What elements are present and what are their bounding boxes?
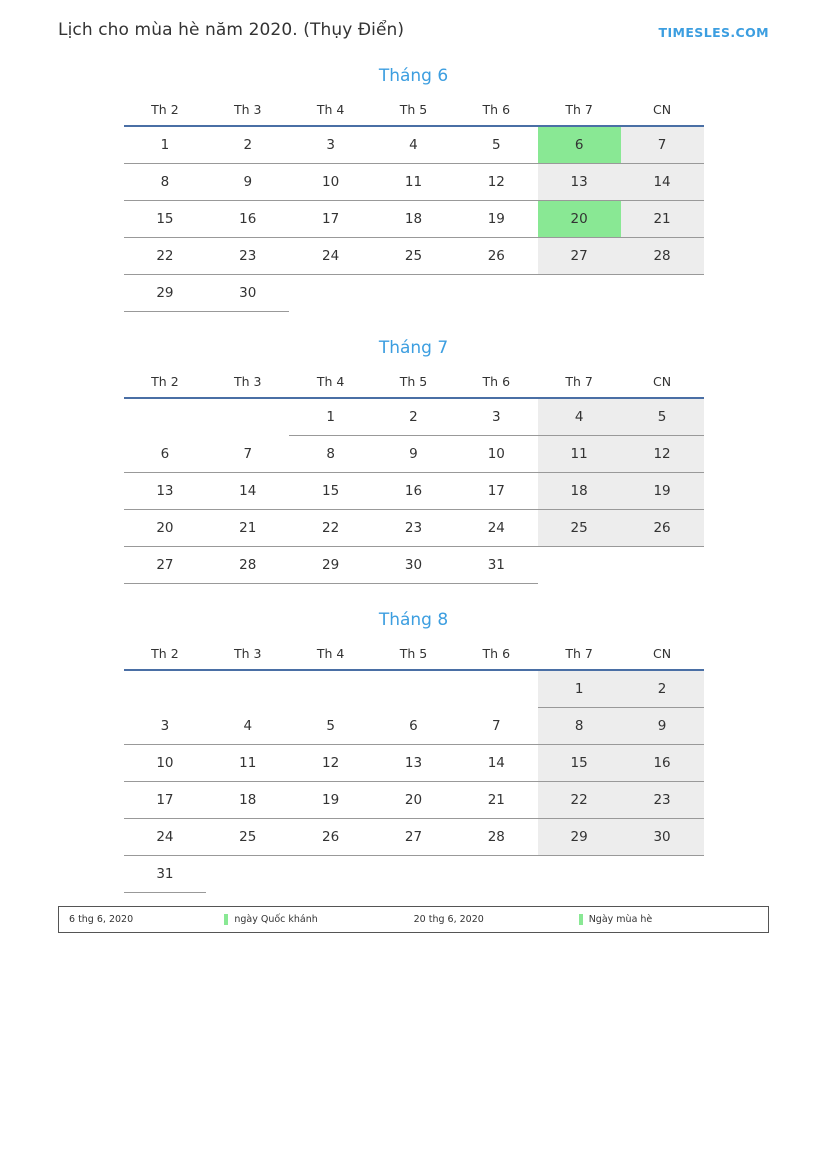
weekday-header: Th 2 — [124, 642, 207, 670]
day-cell: 21 — [455, 782, 538, 819]
weekday-header: Th 5 — [372, 98, 455, 126]
weekday-header: Th 2 — [124, 98, 207, 126]
day-cell: 29 — [538, 819, 621, 856]
day-cell: 6 — [538, 126, 621, 164]
weekday-header: Th 6 — [455, 98, 538, 126]
week-row — [124, 510, 704, 547]
day-cell: 1 — [538, 670, 621, 708]
weekday-header-row — [124, 370, 704, 398]
day-cell-empty — [538, 547, 621, 584]
day-cell: 24 — [289, 238, 372, 275]
day-cell: 21 — [206, 510, 289, 547]
week-row — [124, 708, 704, 745]
weekday-header: Th 3 — [206, 98, 289, 126]
month-block — [124, 610, 704, 893]
day-cell: 19 — [621, 473, 704, 510]
day-cell: 19 — [455, 201, 538, 238]
weekday-header: Th 7 — [538, 642, 621, 670]
day-cell: 29 — [289, 547, 372, 584]
week-row — [124, 745, 704, 782]
day-cell-empty — [289, 670, 372, 708]
month-title: Tháng 8 — [378, 610, 449, 630]
weekday-header: Th 3 — [206, 642, 289, 670]
day-cell: 3 — [289, 126, 372, 164]
day-cell: 28 — [455, 819, 538, 856]
day-cell: 17 — [289, 201, 372, 238]
day-cell-empty — [206, 856, 289, 893]
day-cell: 30 — [206, 275, 289, 312]
day-cell: 7 — [621, 126, 704, 164]
day-cell: 25 — [206, 819, 289, 856]
legend-label-2: Ngày mùa hè — [588, 914, 653, 925]
day-cell: 5 — [455, 126, 538, 164]
week-row — [124, 856, 704, 893]
month-calendar-table — [124, 98, 704, 312]
day-cell: 11 — [538, 436, 621, 473]
day-cell: 3 — [455, 398, 538, 436]
weekday-header: Th 5 — [372, 370, 455, 398]
day-cell: 7 — [206, 436, 289, 473]
day-cell: 30 — [621, 819, 704, 856]
week-row — [124, 201, 704, 238]
day-cell: 5 — [621, 398, 704, 436]
brand-logo: TIMESLES.COM — [658, 25, 769, 40]
month-calendar-table — [124, 370, 704, 584]
month-title: Tháng 6 — [378, 66, 449, 86]
day-cell: 31 — [455, 547, 538, 584]
day-cell: 23 — [372, 510, 455, 547]
day-cell: 26 — [289, 819, 372, 856]
day-cell: 2 — [621, 670, 704, 708]
week-row — [124, 126, 704, 164]
day-cell: 8 — [538, 708, 621, 745]
day-cell-empty — [124, 670, 207, 708]
day-cell: 14 — [455, 745, 538, 782]
day-cell-empty — [124, 398, 207, 436]
day-cell: 25 — [538, 510, 621, 547]
day-cell: 29 — [124, 275, 207, 312]
legend-swatch-icon — [579, 914, 583, 925]
legend-date-1: 6 thg 6, 2020 — [69, 914, 134, 925]
day-cell: 8 — [289, 436, 372, 473]
day-cell-empty — [289, 275, 372, 312]
day-cell: 23 — [206, 238, 289, 275]
day-cell: 9 — [206, 164, 289, 201]
week-row — [124, 398, 704, 436]
legend-item-national-day — [224, 914, 413, 925]
weekday-header: Th 4 — [289, 642, 372, 670]
day-cell: 6 — [372, 708, 455, 745]
day-cell-empty — [455, 275, 538, 312]
week-row — [124, 782, 704, 819]
day-cell: 28 — [621, 238, 704, 275]
day-cell: 13 — [372, 745, 455, 782]
week-row — [124, 819, 704, 856]
day-cell-empty — [621, 856, 704, 893]
day-cell-empty — [372, 856, 455, 893]
day-cell: 22 — [538, 782, 621, 819]
month-calendar-table — [124, 642, 704, 893]
day-cell: 26 — [455, 238, 538, 275]
month-block — [124, 66, 704, 312]
day-cell: 11 — [372, 164, 455, 201]
weekday-header: Th 2 — [124, 370, 207, 398]
day-cell: 23 — [621, 782, 704, 819]
weekday-header-row — [124, 642, 704, 670]
day-cell-empty — [621, 547, 704, 584]
day-cell-empty — [372, 670, 455, 708]
day-cell: 28 — [206, 547, 289, 584]
legend-date-2: 20 thg 6, 2020 — [413, 914, 484, 925]
day-cell: 30 — [372, 547, 455, 584]
day-cell-empty — [621, 275, 704, 312]
day-cell: 7 — [455, 708, 538, 745]
day-cell: 17 — [455, 473, 538, 510]
month-title: Tháng 7 — [378, 338, 449, 358]
day-cell: 24 — [124, 819, 207, 856]
legend-label-1: ngày Quốc khánh — [234, 914, 318, 925]
day-cell: 18 — [372, 201, 455, 238]
day-cell: 1 — [289, 398, 372, 436]
weekday-header: Th 4 — [289, 98, 372, 126]
legend-item-summer-day — [579, 914, 768, 925]
weekday-header: Th 7 — [538, 370, 621, 398]
week-row — [124, 473, 704, 510]
weekday-header: Th 6 — [455, 642, 538, 670]
day-cell-empty — [538, 856, 621, 893]
day-cell: 18 — [538, 473, 621, 510]
day-cell: 5 — [289, 708, 372, 745]
legend — [58, 906, 769, 933]
day-cell: 20 — [538, 201, 621, 238]
day-cell: 15 — [124, 201, 207, 238]
day-cell: 16 — [372, 473, 455, 510]
day-cell: 10 — [455, 436, 538, 473]
day-cell: 10 — [289, 164, 372, 201]
day-cell: 4 — [206, 708, 289, 745]
day-cell: 16 — [621, 745, 704, 782]
day-cell: 27 — [124, 547, 207, 584]
day-cell-empty — [455, 856, 538, 893]
week-row — [124, 164, 704, 201]
week-row — [124, 670, 704, 708]
legend-swatch-icon — [224, 914, 228, 925]
day-cell: 22 — [124, 238, 207, 275]
day-cell: 12 — [455, 164, 538, 201]
day-cell: 2 — [372, 398, 455, 436]
weekday-header: CN — [621, 642, 704, 670]
day-cell: 1 — [124, 126, 207, 164]
day-cell: 31 — [124, 856, 207, 893]
month-block — [124, 338, 704, 584]
day-cell: 27 — [372, 819, 455, 856]
day-cell: 9 — [621, 708, 704, 745]
weekday-header: Th 6 — [455, 370, 538, 398]
weekday-header: Th 5 — [372, 642, 455, 670]
day-cell: 4 — [538, 398, 621, 436]
day-cell: 3 — [124, 708, 207, 745]
day-cell: 9 — [372, 436, 455, 473]
day-cell: 18 — [206, 782, 289, 819]
day-cell-empty — [289, 856, 372, 893]
day-cell-empty — [538, 275, 621, 312]
day-cell: 6 — [124, 436, 207, 473]
day-cell: 4 — [372, 126, 455, 164]
day-cell: 22 — [289, 510, 372, 547]
weekday-header: CN — [621, 370, 704, 398]
weekday-header: CN — [621, 98, 704, 126]
weekday-header: Th 7 — [538, 98, 621, 126]
week-row — [124, 436, 704, 473]
page-header — [0, 0, 827, 40]
weekday-header: Th 4 — [289, 370, 372, 398]
day-cell: 12 — [621, 436, 704, 473]
day-cell: 15 — [538, 745, 621, 782]
day-cell-empty — [206, 670, 289, 708]
page-title: Lịch cho mùa hè năm 2020. (Thụy Điển) — [58, 20, 405, 40]
day-cell: 19 — [289, 782, 372, 819]
day-cell: 12 — [289, 745, 372, 782]
day-cell-empty — [372, 275, 455, 312]
day-cell: 8 — [124, 164, 207, 201]
day-cell: 24 — [455, 510, 538, 547]
week-row — [124, 275, 704, 312]
day-cell: 20 — [124, 510, 207, 547]
day-cell-empty — [206, 398, 289, 436]
day-cell: 13 — [124, 473, 207, 510]
day-cell: 15 — [289, 473, 372, 510]
week-row — [124, 547, 704, 584]
day-cell: 26 — [621, 510, 704, 547]
day-cell: 13 — [538, 164, 621, 201]
day-cell: 20 — [372, 782, 455, 819]
weekday-header: Th 3 — [206, 370, 289, 398]
day-cell: 14 — [621, 164, 704, 201]
day-cell: 11 — [206, 745, 289, 782]
months-container — [0, 66, 827, 893]
day-cell: 10 — [124, 745, 207, 782]
week-row — [124, 238, 704, 275]
day-cell: 14 — [206, 473, 289, 510]
day-cell: 25 — [372, 238, 455, 275]
day-cell: 16 — [206, 201, 289, 238]
day-cell: 21 — [621, 201, 704, 238]
day-cell-empty — [455, 670, 538, 708]
day-cell: 17 — [124, 782, 207, 819]
day-cell: 2 — [206, 126, 289, 164]
weekday-header-row — [124, 98, 704, 126]
day-cell: 27 — [538, 238, 621, 275]
